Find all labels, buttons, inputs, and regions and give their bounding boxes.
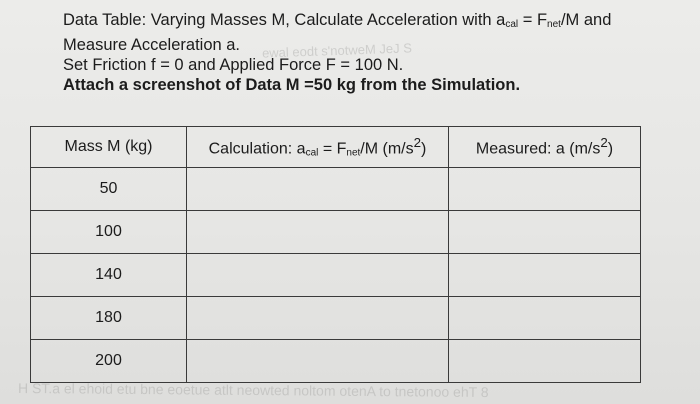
instruction-line-3: Set Friction f = 0 and Applied Force F = 100 N. — [63, 56, 404, 74]
mass-cell: 50 — [31, 168, 187, 211]
data-table — [30, 126, 641, 383]
calculation-cell[interactable] — [187, 340, 449, 383]
measured-cell[interactable] — [449, 254, 641, 297]
table-header-row — [31, 127, 641, 168]
bleed-through-text-bottom: H ST.a el ehoid etu bne eoetue atlt neowted noltom otenA to tnetonoo ehT 8 — [17, 379, 489, 401]
instructions — [63, 10, 683, 95]
calculation-cell[interactable] — [187, 297, 449, 340]
table-row — [31, 211, 641, 254]
bleed-through-text-top: ewal eodt s'notweM JeJ S — [261, 40, 413, 61]
table-row — [31, 168, 641, 211]
measured-cell[interactable] — [449, 168, 641, 211]
mass-cell: 200 — [31, 340, 187, 383]
measured-cell[interactable] — [449, 297, 641, 340]
instruction-line-1: Data Table: Varying Masses M, Calculate Acceleration with $a_{cal} = F_{net}/M$ and — [63, 11, 612, 30]
calculation-cell[interactable] — [187, 254, 449, 297]
header-measured: Measured: a $(m/s^2)$ — [449, 127, 641, 168]
instruction-line-4: Attach a screenshot of Data M =50 kg from the Simulation. — [63, 76, 521, 94]
table-row — [31, 297, 641, 340]
calculation-cell[interactable] — [187, 211, 449, 254]
table-row — [31, 340, 641, 383]
mass-cell: 140 — [31, 254, 187, 297]
header-mass: Mass M (kg) — [31, 127, 187, 168]
instruction-line-2: Measure Acceleration a. — [63, 36, 241, 54]
header-calculation: Calculation: $a_{cal} = F_{net}/M$ $(m/s^2)$ — [187, 127, 449, 168]
mass-cell: 100 — [31, 211, 187, 254]
mass-cell: 180 — [31, 297, 187, 340]
table-row — [31, 254, 641, 297]
measured-cell[interactable] — [449, 211, 641, 254]
calculation-cell[interactable] — [187, 168, 449, 211]
measured-cell[interactable] — [449, 340, 641, 383]
